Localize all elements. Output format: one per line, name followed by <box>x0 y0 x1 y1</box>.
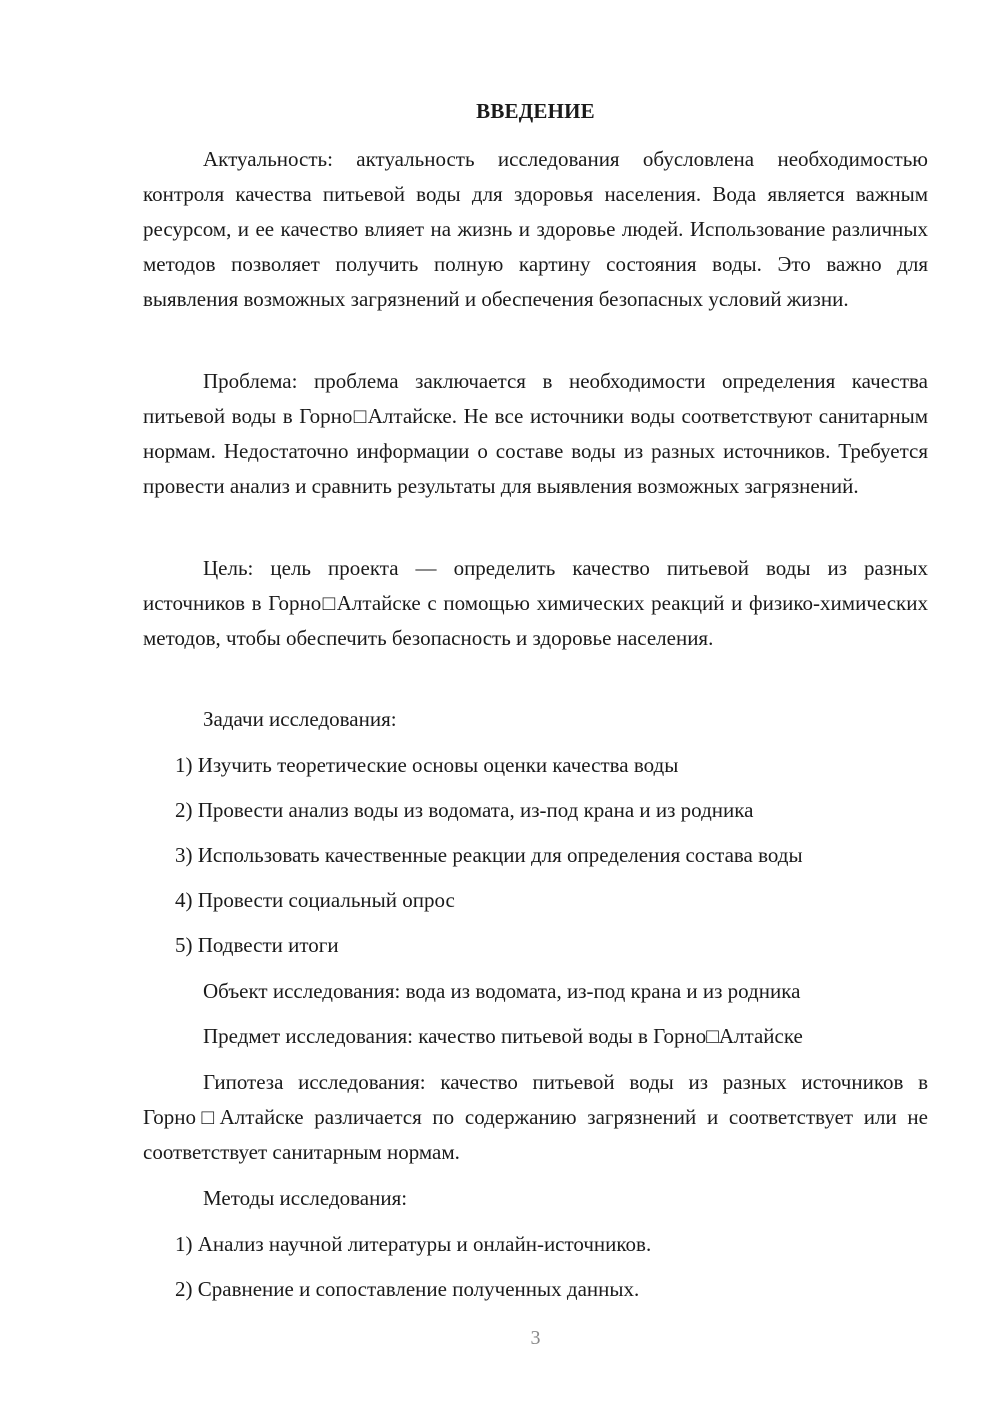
page-number: 3 <box>530 1327 541 1349</box>
tasks-heading: Задачи исследования: <box>203 707 397 731</box>
document-page <box>143 0 928 1414</box>
method-item: 2) Сравнение и сопоставление полученных данных. <box>175 1277 640 1301</box>
task-item: 3) Использовать качественные реакции для определения состава воды <box>175 843 803 867</box>
hypothesis-paragraph: Гипотеза исследования: качество питьевой воды из разных источников в Горно□Алтайске различается по содержанию загрязнений и соответствует или не соответствует санитарным нормам. <box>143 1070 928 1164</box>
section-title: ВВЕДЕНИЕ <box>476 99 595 123</box>
relevance-paragraph: Актуальность: актуальность исследования обусловлена необходимостью контроля качества питьевой воды для здоровья населения. Вода является важным ресурсом, и ее качество влияет на жизнь и здоровье людей. Использование различных методов позволяет получить полную картину состояния воды. Это важно для выявления возможных загрязнений и обеспечения безопасных условий жизни. <box>143 147 928 311</box>
task-item: 1) Изучить теоретические основы оценки качества воды <box>175 753 679 777</box>
task-item: 2) Провести анализ воды из водомата, из-под крана и из родника <box>175 798 754 822</box>
goal-paragraph: Цель: цель проекта — определить качество питьевой воды из разных источников в Горно□Алтайске с помощью химических реакций и физико-химических методов, чтобы обеспечить безопасность и здоровье населения. <box>143 556 928 650</box>
problem-paragraph: Проблема: проблема заключается в необходимости определения качества питьевой воды в Горно□Алтайске. Не все источники воды соответствуют санитарным нормам. Недостаточно информации о составе воды из разных источников. Требуется провести анализ и сравнить результаты для выявления возможных загрязнений. <box>143 369 928 498</box>
method-item: 1) Анализ научной литературы и онлайн-источников. <box>175 1232 652 1256</box>
task-item: 5) Подвести итоги <box>175 933 339 957</box>
research-object: Объект исследования: вода из водомата, из-под крана и из родника <box>203 979 801 1003</box>
task-item: 4) Провести социальный опрос <box>175 888 455 912</box>
methods-heading: Методы исследования: <box>203 1186 408 1210</box>
research-subject: Предмет исследования: качество питьевой воды в Горно□Алтайске <box>203 1024 803 1048</box>
